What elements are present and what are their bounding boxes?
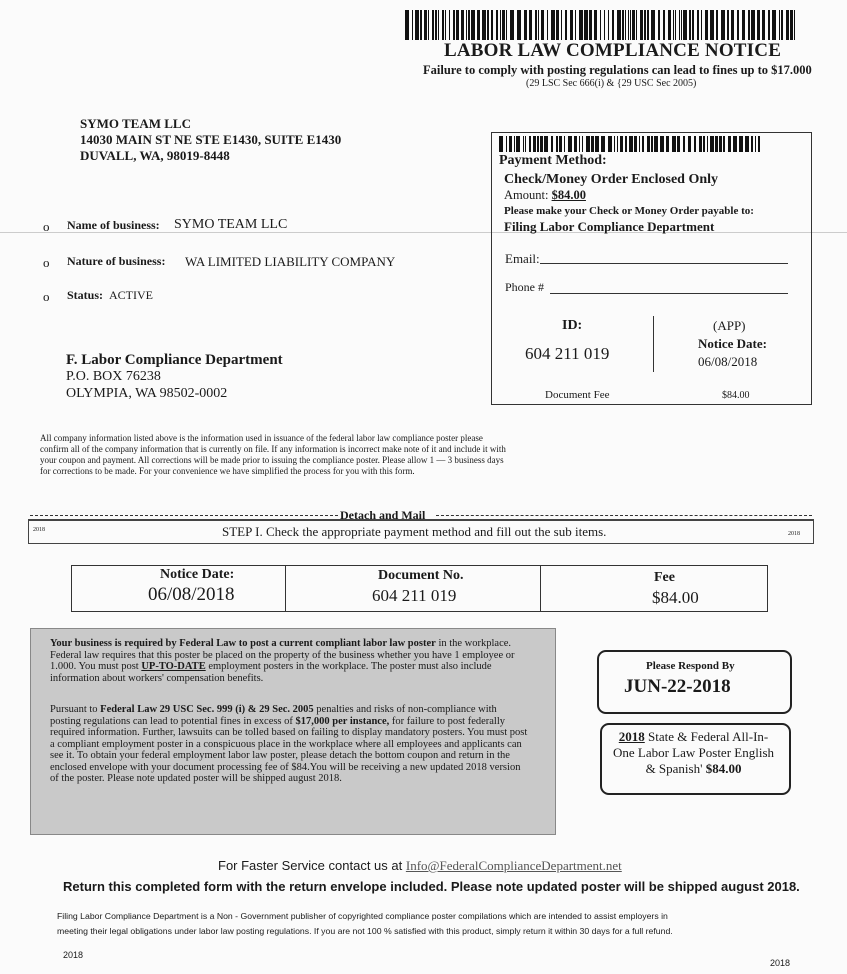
summary-notice-date-label: Notice Date: xyxy=(160,567,235,582)
barcode-bar xyxy=(677,136,680,152)
barcode-bar xyxy=(559,136,562,152)
barcode-bar xyxy=(547,10,548,40)
disclaimer-line: All company information listed above is the information used in issuance of the federal labor law compliance poster please xyxy=(40,433,483,443)
barcode-bar xyxy=(420,10,422,40)
contact-email-link[interactable]: Info@FederalComplianceDepartment.net xyxy=(405,858,622,873)
barcode-bar xyxy=(538,10,539,40)
respond-label: Please Respond By xyxy=(646,660,735,672)
barcode-bar xyxy=(533,136,536,152)
barcode-bar xyxy=(428,10,429,40)
barcode-bar xyxy=(751,136,753,152)
barcode-bar xyxy=(673,10,674,40)
barcode-bar xyxy=(405,10,409,40)
info-disclaimer xyxy=(40,433,506,477)
barcode-bar xyxy=(707,136,708,152)
legal-paragraph-1: Your business is required by Federal Law to post a current compliant labor law poster in the workplace. Federal law requires that this poster be placed on the property of the business whether you have 1 employee or 1.000. You must post UP-TO-DATE employment posters in the workplace. The poster must also include information about workers' compensation benefits. xyxy=(50,638,515,684)
barcode-bar xyxy=(424,10,427,40)
barcode-bar xyxy=(471,10,475,40)
barcode-bar xyxy=(535,10,537,40)
amount-row xyxy=(504,188,586,203)
barcode-bar xyxy=(432,10,434,40)
footer-contact: For Faster Service contact us at Info@FederalComplianceDepartment.net xyxy=(218,858,622,873)
detach-dash-right xyxy=(436,515,812,516)
barcode-bar xyxy=(768,10,770,40)
payment-barcode xyxy=(499,136,766,152)
summary-doc-no-label: Document No. xyxy=(378,568,464,583)
barcode-bar xyxy=(632,10,635,40)
barcode-bar xyxy=(466,10,467,40)
barcode-bar xyxy=(617,10,621,40)
barcode-bar xyxy=(544,136,548,152)
barcode-bar xyxy=(496,10,498,40)
barcode-bar xyxy=(608,136,612,152)
barcode-bar xyxy=(589,10,592,40)
barcode-bar xyxy=(525,136,526,152)
summary-fee-label: Fee xyxy=(654,570,675,585)
barcode-bar xyxy=(739,136,743,152)
footer-disclaimer-2: meeting their legal obligations under labor law posting regulations. If you are not 100 % satisfied with this product, simply return it within 30 days for a full refund. xyxy=(57,926,673,936)
barcode-bar xyxy=(509,136,512,152)
notice-date-value: 06/08/2018 xyxy=(698,354,758,369)
barcode-bar xyxy=(636,10,637,40)
status-label: Status: xyxy=(67,288,104,302)
fine-warning: Failure to comply with posting regulations can lead to fines up to $17.000 xyxy=(423,63,812,77)
barcode-bar xyxy=(721,10,725,40)
barcode-bar xyxy=(579,10,583,40)
barcode-bar xyxy=(651,136,653,152)
barcode-bar xyxy=(672,136,676,152)
barcode-bar xyxy=(579,136,580,152)
step-text: STEP I. Check the appropriate payment method and fill out the sub items. xyxy=(222,524,607,539)
barcode-bar xyxy=(755,136,756,152)
barcode-bar xyxy=(620,136,623,152)
barcode-bar xyxy=(658,10,660,40)
footer-year-left: 2018 xyxy=(63,950,84,960)
bullet-nature: o xyxy=(43,255,50,270)
summary-table xyxy=(71,565,768,612)
barcode-bar xyxy=(728,136,731,152)
id-value: 604 211 019 xyxy=(525,344,610,363)
barcode-bar xyxy=(461,10,464,40)
barcode-bar xyxy=(506,10,507,40)
barcode-bar xyxy=(456,10,459,40)
amount-value: $84.00 xyxy=(551,188,586,202)
barcode-bar xyxy=(647,136,650,152)
barcode-bar xyxy=(710,10,714,40)
barcode-bar xyxy=(537,136,539,152)
barcode-bar xyxy=(595,136,599,152)
barcode-bar xyxy=(500,10,501,40)
barcode-bar xyxy=(733,136,737,152)
footer-disclaimer-1: Filing Labor Compliance Department is a Non - Government publisher of copyrighted compliance poster compilations which are intended to assist employers in xyxy=(57,911,668,921)
barcode-bar xyxy=(568,136,572,152)
barcode-bar xyxy=(502,10,505,40)
barcode-bar xyxy=(668,10,671,40)
barcode-bar xyxy=(564,136,565,152)
barcode-bar xyxy=(647,10,649,40)
disclaimer-line: your coupon and payment. All corrections will be made prior to issuing the compliance poster. Please allow 1 — 3 business days xyxy=(40,455,504,465)
step-year-right: 2018 xyxy=(788,531,800,537)
barcode-bar xyxy=(551,10,555,40)
nature-of-business-label: Nature of business: xyxy=(67,254,166,268)
notice-title: LABOR LAW COMPLIANCE NOTICE xyxy=(444,40,782,61)
barcode-bar xyxy=(705,10,708,40)
barcode-bar xyxy=(574,136,577,152)
barcode-bar xyxy=(551,136,553,152)
barcode-bar xyxy=(540,136,543,152)
barcode-bar xyxy=(510,10,514,40)
barcode-bar xyxy=(516,136,520,152)
barcode-bar xyxy=(442,10,444,40)
barcode-bar xyxy=(523,136,524,152)
id-divider xyxy=(653,316,654,372)
barcode-bar xyxy=(608,10,609,40)
barcode-bar xyxy=(575,10,576,40)
payment-method-label: Payment Method: xyxy=(499,153,607,168)
barcode-bar xyxy=(415,10,419,40)
barcode-bar xyxy=(654,136,658,152)
footer-year-right: 2018 xyxy=(770,958,791,968)
barcode-bar xyxy=(412,10,413,40)
sender-city: OLYMPIA, WA 98502-0002 xyxy=(66,386,228,401)
detach-dash-left xyxy=(30,515,338,516)
barcode-bar xyxy=(614,136,615,152)
barcode-bar xyxy=(758,136,760,152)
barcode-bar xyxy=(790,10,793,40)
sender-name: F. Labor Compliance Department xyxy=(66,352,283,368)
barcode-bar xyxy=(762,10,765,40)
barcode-bar xyxy=(745,136,749,152)
barcode-bar xyxy=(625,10,626,40)
app-label: (APP) xyxy=(713,318,746,333)
barcode-bar xyxy=(666,136,669,152)
recipient-street: 14030 MAIN ST NE STE E1430, SUITE E1430 xyxy=(80,132,342,147)
payment-method-value: Check/Money Order Enclosed Only xyxy=(504,172,719,187)
document-fee-label: Document Fee xyxy=(545,389,610,401)
disclaimer-line: for corrections to be made. For your convenience we have simplified the process for you with this form. xyxy=(40,466,415,476)
barcode-bar xyxy=(582,136,583,152)
summary-notice-date-value: 06/08/2018 xyxy=(148,584,235,605)
barcode-bar xyxy=(701,10,702,40)
barcode-bar xyxy=(468,10,470,40)
barcode-bar xyxy=(482,10,486,40)
barcode-bar xyxy=(561,10,562,40)
barcode-bar xyxy=(651,10,655,40)
barcode-bar xyxy=(630,10,631,40)
barcode-bar xyxy=(689,10,691,40)
recipient-name: SYMO TEAM LLC xyxy=(80,116,191,131)
barcode-bar xyxy=(683,10,687,40)
barcode-bar xyxy=(604,10,605,40)
barcode-bar xyxy=(622,10,624,40)
barcode-bar xyxy=(487,10,489,40)
barcode-bar xyxy=(751,10,755,40)
barcode-bar xyxy=(675,10,676,40)
barcode-bar xyxy=(683,136,685,152)
barcode-bar xyxy=(642,136,644,152)
barcode-bar xyxy=(600,10,601,40)
detach-label: Detach and Mail xyxy=(340,508,426,522)
barcode-bar xyxy=(506,136,507,152)
barcode-bar xyxy=(453,10,455,40)
document-fee-value: $84.00 xyxy=(722,390,750,401)
barcode-bar xyxy=(719,136,722,152)
summary-divider xyxy=(285,566,286,611)
phone-label: Phone # xyxy=(505,280,544,294)
barcode-bar xyxy=(716,10,718,40)
phone-field[interactable] xyxy=(550,293,788,294)
barcode-bar xyxy=(445,10,446,40)
summary-doc-no-value: 604 211 019 xyxy=(372,586,457,605)
barcode-bar xyxy=(639,136,640,152)
summary-divider xyxy=(540,566,541,611)
barcode-bar xyxy=(634,136,637,152)
bullet-name: o xyxy=(43,219,50,234)
barcode-bar xyxy=(640,10,643,40)
nature-of-business-value: WA LIMITED LIABILITY COMPANY xyxy=(185,254,396,269)
name-of-business-value: SYMO TEAM LLC xyxy=(174,217,288,232)
barcode-bar xyxy=(710,136,714,152)
barcode-bar xyxy=(723,136,725,152)
barcode-bar xyxy=(625,136,627,152)
barcode-bar xyxy=(570,10,573,40)
product-price: $84.00 xyxy=(705,761,742,776)
barcode-bar xyxy=(517,10,521,40)
barcode-bar xyxy=(786,10,789,40)
barcode-bar xyxy=(794,10,795,40)
respond-date: JUN-22-2018 xyxy=(624,676,731,697)
barcode-bar xyxy=(499,136,503,152)
barcode-bar xyxy=(692,10,694,40)
barcode-bar xyxy=(688,136,691,152)
notice-date-label: Notice Date: xyxy=(698,336,767,351)
barcode-bar xyxy=(591,136,594,152)
barcode-bar xyxy=(435,10,437,40)
top-barcode xyxy=(405,10,801,40)
barcode-bar xyxy=(679,10,680,40)
barcode-bar xyxy=(491,10,493,40)
sender-pobox: P.O. BOX 76238 xyxy=(66,369,161,384)
product-year: 2018 xyxy=(618,729,645,744)
barcode-bar xyxy=(694,136,696,152)
barcode-bar xyxy=(757,10,760,40)
barcode-bar xyxy=(628,10,629,40)
recipient-city: DUVALL, WA, 98019-8448 xyxy=(80,148,230,163)
barcode-bar xyxy=(629,136,633,152)
barcode-bar xyxy=(781,10,783,40)
barcode-bar xyxy=(681,10,682,40)
barcode-bar xyxy=(556,136,558,152)
payable-note: Please make your Check or Money Order payable to: xyxy=(504,205,754,217)
barcode-bar xyxy=(742,10,745,40)
footer-return-line: Return this completed form with the return envelope included. Please note updated poster will be shipped august 2018. xyxy=(63,879,800,894)
bullet-status: o xyxy=(43,289,50,304)
barcode-bar xyxy=(772,10,776,40)
barcode-bar xyxy=(529,136,531,152)
barcode-bar xyxy=(601,136,605,152)
barcode-bar xyxy=(699,136,702,152)
barcode-bar xyxy=(663,10,665,40)
barcode-bar xyxy=(438,10,439,40)
barcode-bar xyxy=(703,136,705,152)
barcode-bar xyxy=(449,10,450,40)
citation: (29 LSC Sec 666(i) & {29 USC Sec 2005) xyxy=(526,78,697,89)
barcode-bar xyxy=(514,136,515,152)
payable-to: Filing Labor Compliance Department xyxy=(504,219,715,234)
barcode-bar xyxy=(565,10,567,40)
barcode-bar xyxy=(644,10,646,40)
barcode-bar xyxy=(541,10,544,40)
legal-paragraph-2: Pursuant to Federal Law 29 USC Sec. 999 (i) & 29 Sec. 2005 penalties and risks of non-compliance with posting regulations can lead to potential fines in excess of $17,000 per instance, for failure to post federally required information. Further, lawsuits can be tolled based on failing to display mandatory posters. You must post a compliant employment poster in a conspicuous place in the workplace where all employees and applicants can see it. To obtain your federal employment labor law poster, please detach the bottom coupon and return in the enclosed envelope with your document processing fee of $84.You will be receiving a new updated 2018 version of the poster. Please note updated poster will be shipped august 2018. xyxy=(50,704,528,784)
barcode-bar xyxy=(612,10,614,40)
barcode-bar xyxy=(779,10,780,40)
id-label: ID: xyxy=(562,318,583,333)
barcode-bar xyxy=(737,10,739,40)
barcode-bar xyxy=(660,136,664,152)
barcode-bar xyxy=(617,136,618,152)
barcode-bar xyxy=(748,10,750,40)
email-field[interactable] xyxy=(540,263,788,264)
barcode-bar xyxy=(715,136,718,152)
amount-label: Amount: xyxy=(504,188,549,202)
barcode-bar xyxy=(584,10,588,40)
email-label: Email: xyxy=(505,251,540,266)
barcode-bar xyxy=(697,10,699,40)
disclaimer-line: confirm all of the company information that is currently on file. If any information is incorrect make note of it and include it with xyxy=(40,444,506,454)
barcode-bar xyxy=(556,10,559,40)
barcode-bar xyxy=(586,136,590,152)
summary-fee-value: $84.00 xyxy=(652,588,699,607)
barcode-bar xyxy=(524,10,527,40)
barcode-bar xyxy=(727,10,729,40)
name-of-business-label: Name of business: xyxy=(67,218,160,232)
step-year-left: 2018 xyxy=(33,527,45,533)
barcode-bar xyxy=(529,10,532,40)
barcode-bar xyxy=(731,10,734,40)
barcode-bar xyxy=(477,10,480,40)
product-text: 2018 State & Federal All-In- One Labor Law Poster English & Spanish' $84.00 xyxy=(612,729,775,776)
status-value: ACTIVE xyxy=(109,288,153,302)
barcode-bar xyxy=(594,10,597,40)
